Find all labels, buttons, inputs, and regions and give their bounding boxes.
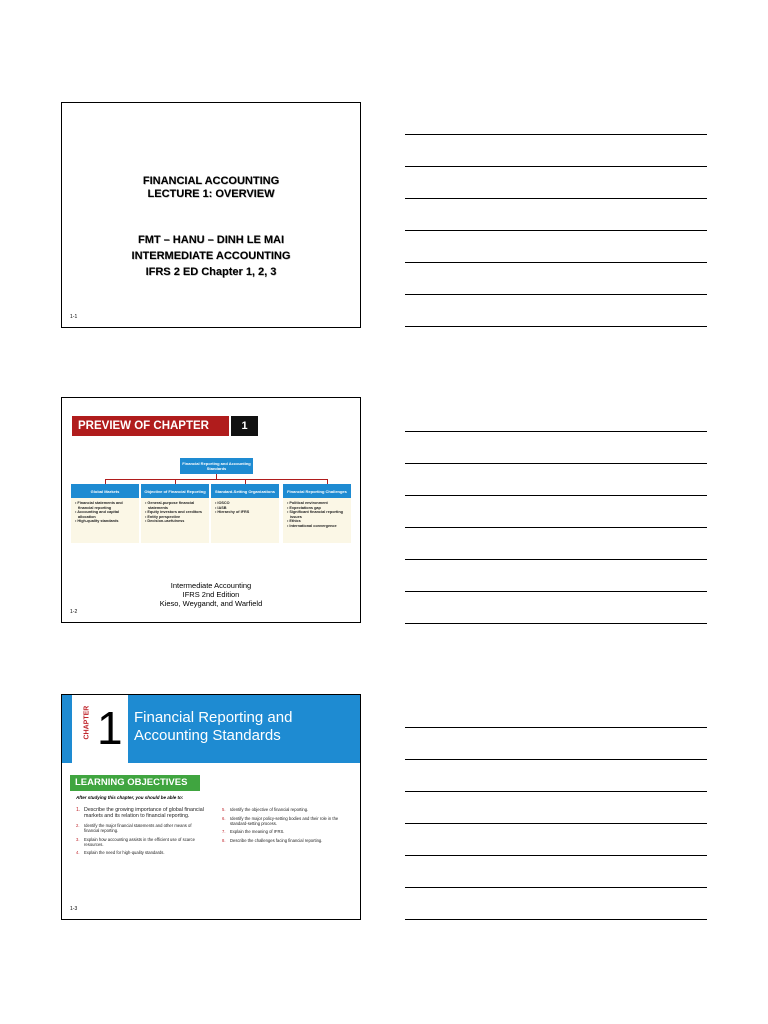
slide-number: 1-1 [70, 314, 78, 320]
list-item: 5. Identify the objective of financial reporting. [222, 807, 309, 812]
slide-title-line-2: LECTURE 1: OVERVIEW [147, 188, 275, 200]
slide-2 [61, 397, 361, 623]
slide-title-line-1: FINANCIAL ACCOUNTING [142, 175, 280, 187]
list-item: • Hierarchy of IFRS [215, 510, 250, 515]
list-item: 6. Identify the major policy-setting bodies and their role in the standard-setting process. [222, 815, 339, 826]
note-line [405, 294, 707, 295]
chapter-word: CHAPTER [83, 705, 91, 740]
column-head-global-markets: Global Markets [71, 484, 139, 498]
list-item: • Financial statements and financial reporting [75, 501, 123, 510]
note-line [405, 198, 707, 199]
column-head-standard-setting: Standard-Setting Organizations [211, 484, 279, 498]
slide-subtitle-line-3: IFRS 2 ED Chapter 1, 2, 3 [145, 266, 277, 278]
note-line [405, 823, 707, 824]
list-item: 2. Identify the major financial statements and other means of financial reporting. [76, 823, 192, 834]
caption-line-1: Intermediate Accounting [170, 581, 252, 590]
slide-1 [61, 102, 361, 328]
connector [105, 479, 328, 480]
list-item: 3. Explain how accounting assists in the efficient use of scarce resources. [76, 836, 195, 847]
list-item: 4. Explain the need for high-quality standards. [76, 850, 165, 856]
note-line [405, 463, 707, 464]
note-line [405, 727, 707, 728]
learning-objectives-banner: LEARNING OBJECTIVES [70, 775, 200, 791]
list-item: • Ethics [287, 519, 301, 524]
column-head-objective: Objective of Financial Reporting [141, 484, 209, 498]
column-body-global-markets [71, 498, 139, 543]
chapter-number: 1 [97, 702, 123, 754]
caption-line-2: IFRS 2nd Edition [182, 590, 240, 599]
note-line [405, 326, 707, 327]
list-item: • Decision-usefulness [145, 519, 185, 524]
note-line [405, 495, 707, 496]
note-line [405, 887, 707, 888]
note-line [405, 591, 707, 592]
list-item: • IASB [215, 505, 227, 510]
list-item: 1. Describe the growing importance of global financial markets and its relation to financial reporting. [76, 807, 204, 820]
list-item: • General-purpose financial statements [145, 501, 195, 510]
list-item: • Entity perspective [145, 514, 181, 519]
column-head-challenges: Financial Reporting Challenges [283, 484, 351, 498]
note-line [405, 623, 707, 624]
list-item: • Expectations gap [287, 505, 321, 510]
list-item: • High-quality standards [75, 519, 119, 524]
column-body-challenges [283, 498, 351, 543]
slide-subtitle-line-1: FMT – HANU – DINH LE MAI [137, 234, 285, 246]
note-line [405, 855, 707, 856]
caption-line-3: Kieso, Weygandt, and Warfield [159, 599, 263, 608]
list-item: • Accounting and capital allocation [75, 510, 120, 519]
list-item: 7. Explain the meaning of IFRS. [222, 829, 285, 834]
diagram-root-box: Financial Reporting and Accounting Standards [180, 458, 253, 474]
list-item: • Significant financial reporting issues [287, 510, 343, 519]
column-body-objective [141, 498, 209, 543]
slide-number: 1-3 [70, 906, 78, 912]
preview-banner: PREVIEW OF CHAPTER [72, 416, 229, 436]
slide-3 [61, 694, 361, 920]
chapter-number-box: 1 [231, 416, 258, 436]
note-line [405, 919, 707, 920]
note-line [405, 230, 707, 231]
column-body-standard-setting [211, 498, 279, 543]
list-item: • IOSCO [215, 501, 230, 505]
chapter-title [134, 709, 292, 745]
note-line [405, 134, 707, 135]
note-line [405, 791, 707, 792]
objectives-left [76, 807, 206, 859]
note-line [405, 166, 707, 167]
list-item: 8. Describe the challenges facing financial reporting. [222, 837, 323, 843]
list-item: • Political environment [287, 501, 328, 505]
slide-number: 1-2 [70, 609, 78, 615]
list-item: • Equity investors and creditors [145, 510, 203, 515]
note-line [405, 559, 707, 560]
list-item: • International convergence [287, 523, 337, 528]
note-line [405, 527, 707, 528]
chapter-title-line-1: Financial Reporting and [134, 709, 293, 726]
slide-subtitle-line-2: INTERMEDIATE ACCOUNTING [131, 250, 291, 262]
chapter-title-line-2: Accounting Standards [134, 727, 281, 744]
objectives-right [222, 807, 344, 846]
chapter-label-panel [72, 695, 128, 763]
learning-objectives-intro: After studying this chapter, you should be able to: [76, 795, 184, 800]
note-line [405, 431, 707, 432]
note-line [405, 759, 707, 760]
note-line [405, 262, 707, 263]
